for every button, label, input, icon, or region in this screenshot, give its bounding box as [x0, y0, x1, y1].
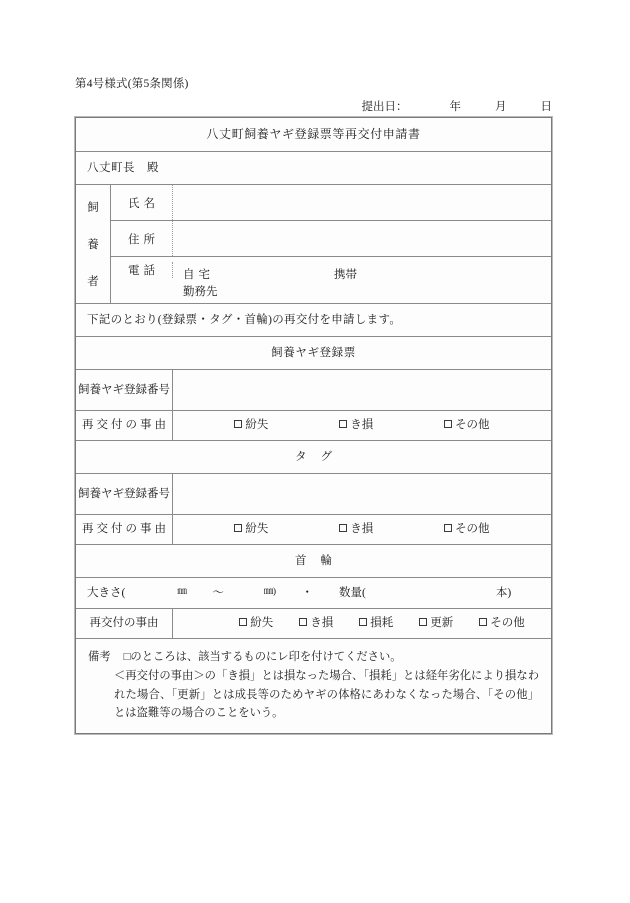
- applicant-name-label: 氏名: [111, 185, 173, 220]
- checkbox-option-damaged[interactable]: [339, 521, 373, 538]
- applicant-vertical-char-2: 養: [87, 238, 99, 251]
- section-heading-registration-card: [76, 337, 551, 370]
- checkbox-icon[interactable]: [239, 618, 247, 626]
- checkbox-label: 損耗: [370, 617, 394, 630]
- form-title: 八丈町飼養ヤギ登録票等再交付申請書: [206, 126, 421, 141]
- collar-size-quantity-row[interactable]: [76, 578, 551, 609]
- statement-row: [76, 304, 551, 337]
- registration-number-label: 飼養ヤギ登録番号: [76, 370, 173, 410]
- checkbox-option-renewal[interactable]: [419, 615, 453, 632]
- checkbox-option-lost[interactable]: [234, 417, 268, 434]
- collar-reason-row: [76, 609, 551, 639]
- applicant-vertical-char-1: 飼: [87, 202, 99, 215]
- checkbox-icon[interactable]: [234, 524, 242, 532]
- telephone-home-label: 自宅: [183, 269, 214, 281]
- checkbox-label: き損: [350, 523, 374, 536]
- section-heading-collar: [76, 545, 551, 578]
- month-unit: 月: [495, 101, 507, 113]
- form-code: 第4号様式(第5条関係): [75, 78, 189, 90]
- checkbox-option-other[interactable]: [479, 615, 525, 632]
- checkbox-label: その他: [455, 419, 490, 432]
- checkbox-icon[interactable]: [339, 524, 347, 532]
- remarks-row: [76, 639, 551, 733]
- tag-number-field[interactable]: [173, 474, 551, 514]
- checkbox-icon[interactable]: [479, 618, 487, 626]
- day-unit: 日: [540, 101, 552, 113]
- checkbox-option-other[interactable]: [444, 521, 490, 538]
- checkbox-label: その他: [455, 523, 490, 536]
- applicant-block: [76, 185, 551, 304]
- form-title-row: [76, 118, 551, 152]
- collar-size-quantity-text: [76, 578, 551, 608]
- collar-reason-label: 再交付の事由: [76, 609, 173, 638]
- section-heading-text: 飼養ヤギ登録票: [271, 346, 356, 359]
- checkbox-icon[interactable]: [444, 524, 452, 532]
- tag-reason-options: [173, 515, 551, 544]
- applicant-address-field[interactable]: [173, 221, 551, 256]
- tag-reason-label: 再交付の事由: [76, 515, 173, 544]
- checkbox-label: き損: [350, 419, 374, 432]
- year-unit: 年: [449, 101, 461, 113]
- checkbox-option-other[interactable]: [444, 417, 490, 434]
- checkbox-label: き損: [310, 617, 334, 630]
- checkbox-icon[interactable]: [444, 420, 452, 428]
- applicant-telephone-fields[interactable]: [173, 262, 551, 302]
- applicant-name-field[interactable]: [173, 185, 551, 220]
- remarks-first-line: [88, 648, 539, 666]
- remarks-keyword: 備考: [88, 651, 111, 663]
- section-heading-tag: [76, 441, 551, 474]
- checkbox-option-worn[interactable]: [359, 615, 393, 632]
- submission-date-line: [75, 98, 552, 114]
- registration-reason-label: 再交付の事由: [76, 411, 173, 440]
- addressee-text: 八丈町長 殿: [87, 161, 159, 174]
- registration-number-field[interactable]: [173, 370, 551, 410]
- checkbox-icon[interactable]: [234, 420, 242, 428]
- checkbox-label: 更新: [430, 617, 454, 630]
- registration-reason-options: [173, 411, 551, 440]
- collar-size-separator: ・: [301, 586, 314, 599]
- registration-reason-row: [76, 411, 551, 441]
- checkbox-icon[interactable]: [359, 618, 367, 626]
- remarks-instruction: □のところは、該当するものにレ印を付けてください。: [123, 651, 402, 663]
- collar-size-tilde: ～: [212, 586, 224, 599]
- applicant-name-row: [111, 185, 551, 221]
- checkbox-option-damaged[interactable]: [299, 615, 333, 632]
- tag-reason-row: [76, 515, 551, 545]
- remarks-block: [76, 639, 551, 733]
- checkbox-icon[interactable]: [299, 618, 307, 626]
- telephone-line-work: [183, 284, 551, 301]
- collar-quantity-label: 数量(: [339, 586, 366, 599]
- collar-size-label: 大きさ(: [87, 586, 126, 599]
- collar-size-unit-from: ㎜: [177, 587, 187, 598]
- submission-date-label: 提出日：: [361, 101, 408, 113]
- statement-text: 下記のとおり(登録票・タグ・首輪)の再交付を申請します。: [87, 313, 402, 326]
- checkbox-label: 紛失: [250, 617, 274, 630]
- checkbox-option-lost[interactable]: [234, 521, 268, 538]
- tag-number-row: [76, 474, 551, 515]
- collar-reason-options: [173, 609, 551, 638]
- applicant-vertical-char-3: 者: [87, 275, 99, 288]
- checkbox-icon[interactable]: [419, 618, 427, 626]
- application-form-table: [75, 117, 552, 734]
- checkbox-option-lost[interactable]: [239, 615, 273, 632]
- telephone-line-primary: [183, 267, 551, 284]
- checkbox-label: 紛失: [245, 523, 269, 536]
- telephone-mobile-label: 携帯: [334, 269, 357, 281]
- collar-quantity-unit: 本): [495, 586, 512, 599]
- applicant-address-row: [111, 221, 551, 257]
- addressee-row: [76, 152, 551, 185]
- remarks-body: ＜再交付の事由＞の「き損」とは損なった場合、「損耗」とは経年劣化により損なわれた場合、「更新」とは成長等のためヤギの体格にあわなくなった場合、「その他」とは盗難等の場合のことをいう。: [114, 670, 539, 719]
- applicant-telephone-label: 電話: [111, 262, 173, 278]
- applicant-address-label: 住所: [111, 221, 173, 256]
- registration-number-row: [76, 370, 551, 411]
- checkbox-option-damaged[interactable]: [339, 417, 373, 434]
- checkbox-icon[interactable]: [339, 420, 347, 428]
- section-heading-text: 首輪: [295, 554, 346, 567]
- checkbox-label: その他: [490, 617, 525, 630]
- tag-number-label: 飼養ヤギ登録番号: [76, 474, 173, 514]
- collar-size-unit-to: ㎜): [263, 587, 276, 598]
- section-heading-text: タグ: [295, 450, 346, 463]
- applicant-rows: [111, 185, 551, 303]
- checkbox-label: 紛失: [245, 419, 269, 432]
- telephone-work-label: 勤務先: [183, 286, 218, 299]
- applicant-telephone-row: [111, 257, 551, 303]
- applicant-vertical-label: [76, 185, 111, 303]
